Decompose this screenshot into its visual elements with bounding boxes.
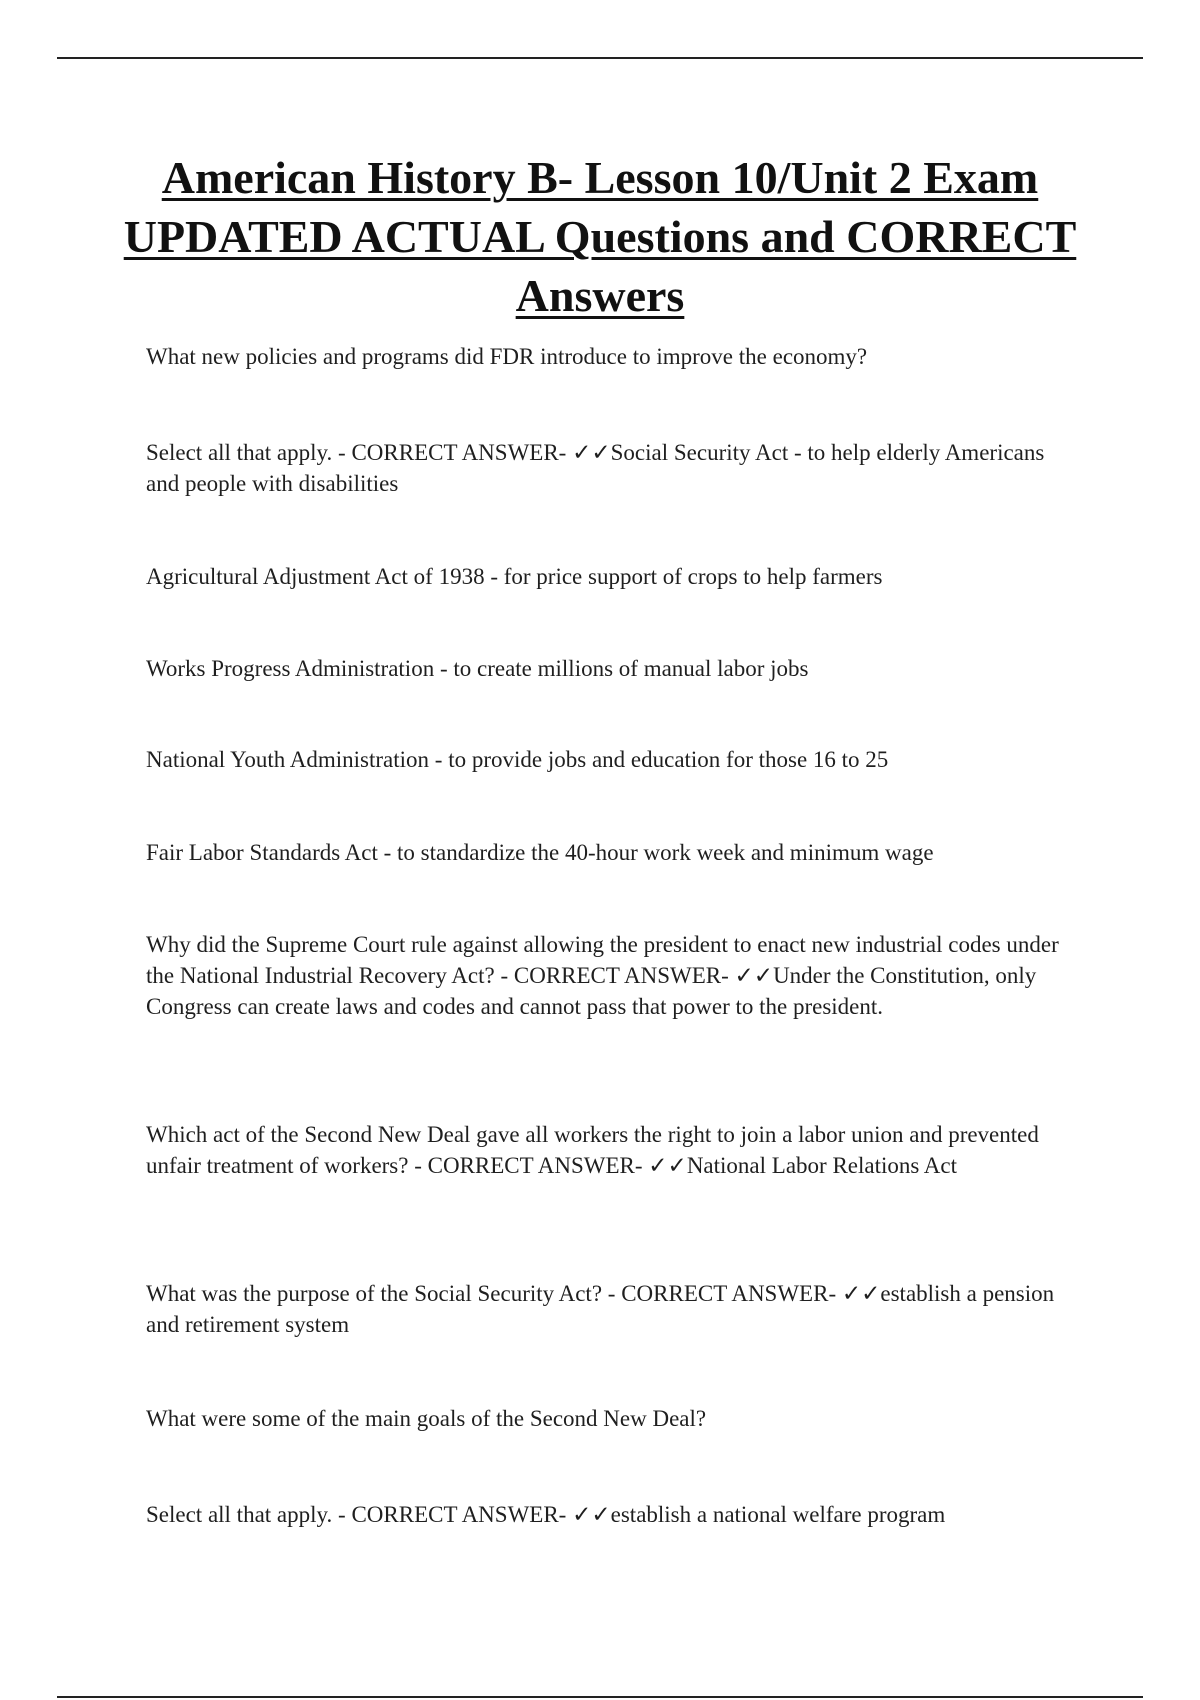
top-rule [57,57,1143,59]
document-title-text: American History B- Lesson 10/Unit 2 Exam UPDATED ACTUAL Questions and CORRECT Answers [123,152,1077,321]
answer-item: Fair Labor Standards Act - to standardize the 40-hour work week and minimum wage [146,840,934,865]
answer-paragraph: Select all that apply. - CORRECT ANSWER- ✓✓establish a national welfare program [146,1502,946,1527]
answer-item: Works Progress Administration - to create millions of manual labor jobs [146,656,809,681]
document-title [110,148,1090,325]
question-answer-paragraph: Which act of the Second New Deal gave all workers the right to join a labor union and prevented unfair treatment of workers? - CORRECT ANSWER- ✓✓National Labor Relations Act [146,1122,1039,1178]
question-paragraph: What were some of the main goals of the Second New Deal? [146,1406,707,1431]
answer-item: National Youth Administration - to provide jobs and education for those 16 to 25 [146,747,889,772]
question-answer-paragraph: What was the purpose of the Social Security Act? - CORRECT ANSWER- ✓✓establish a pension and retirement system [146,1281,1055,1337]
answer-paragraph: Select all that apply. - CORRECT ANSWER- ✓✓Social Security Act - to help elderly Americans and people with disabilities [146,440,1045,496]
bottom-rule [57,1696,1143,1698]
question-paragraph: What new policies and programs did FDR introduce to improve the economy? [146,344,868,369]
question-answer-paragraph: Why did the Supreme Court rule against allowing the president to enact new industrial codes under the National Industrial Recovery Act? - CORRECT ANSWER- ✓✓Under the Constitution, only Congress can create laws and codes and cannot pass that power to the president. [146,932,1059,1019]
answer-item: Agricultural Adjustment Act of 1938 - for price support of crops to help farmers [146,564,883,589]
